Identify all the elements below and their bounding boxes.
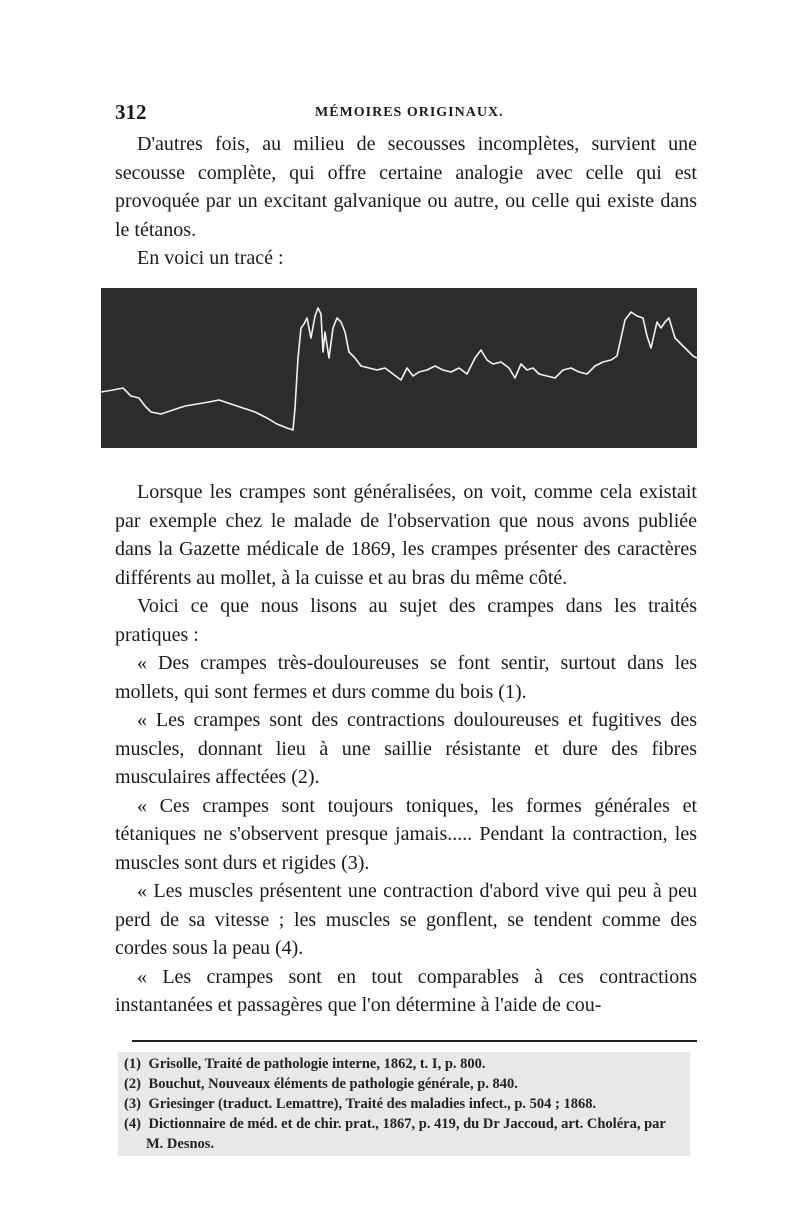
text-block-top [115,130,697,273]
footnote-number: (2) [124,1076,141,1092]
footnote-number: (1) [124,1056,141,1072]
footnote-number: (3) [124,1096,141,1112]
footnotes [118,1052,690,1156]
trace-background [101,288,697,448]
footnote-text: Grisolle, Traité de pathologie interne, 1862, t. I, p. 800. [148,1056,486,1072]
quotation: « Ces crampes sont toujours toniques, les formes générales et tétaniques ne s'observent presque jamais..... Pendant la contraction, les muscles sont durs et rigides (3). [115,794,697,874]
paragraph: D'autres fois, au milieu de secousses incomplètes, survient une secousse complète, qui offre certaine analogie avec celle qui est provoquée par un excitant galvanique ou autre, ou celle qui existe dans le tétanos. [115,133,697,241]
footnote-text: Griesinger (traduct. Lemattre), Traité des maladies infect., p. 504 ; 1868. [148,1096,597,1112]
footnote [124,1114,684,1154]
myograph-trace-figure [101,288,697,448]
paragraph: Voici ce que nous lisons au sujet des crampes dans les traités pratiques : [115,595,697,646]
footnote-number: (4) [124,1116,141,1132]
quotation: « Des crampes très-douloureuses se font sentir, surtout dans les mollets, qui sont fermes et durs comme du bois (1). [115,652,697,703]
footnote [124,1074,684,1094]
paragraph: En voici un tracé : [137,247,284,269]
paragraph: Lorsque les crampes sont généralisées, on voit, comme cela existait par exemple chez le malade de l'observation que nous avons publiée dans la Gazette médicale de 1869, les crampes présenter des caractères différents au mollet, à la cuisse et au bras du même côté. [115,481,697,589]
page-header [115,100,695,126]
page-number: 312 [115,100,147,124]
footnote-text: Dictionnaire de méd. et de chir. prat., 1867, p. 419, du Dr Jaccoud, art. Choléra, par M. Desnos. [146,1116,666,1152]
footnote-divider [132,1040,697,1042]
footnote-text: Bouchut, Nouveaux éléments de pathologie générale, p. 840. [148,1076,518,1092]
footnote [124,1094,684,1114]
quotation: « Les crampes sont en tout comparables à ces contractions instantanées et passagères que l'on détermine à l'aide de cou- [115,965,697,1016]
trace-svg [101,288,697,448]
text-block-bottom [115,478,697,1020]
running-title: MÉMOIRES ORIGINAUX. [315,105,504,120]
quotation: « Les muscles présentent une contraction d'abord vive qui peu à peu perd de sa vitesse ; les muscles se gonflent, se tendent comme des cordes sous la peau (4). [115,880,697,959]
quotation: « Les crampes sont des contractions douloureuses et fugitives des muscles, donnant lieu à une saillie résistante et dure des fibres musculaires affectées (2). [115,709,697,788]
footnote [124,1054,684,1074]
